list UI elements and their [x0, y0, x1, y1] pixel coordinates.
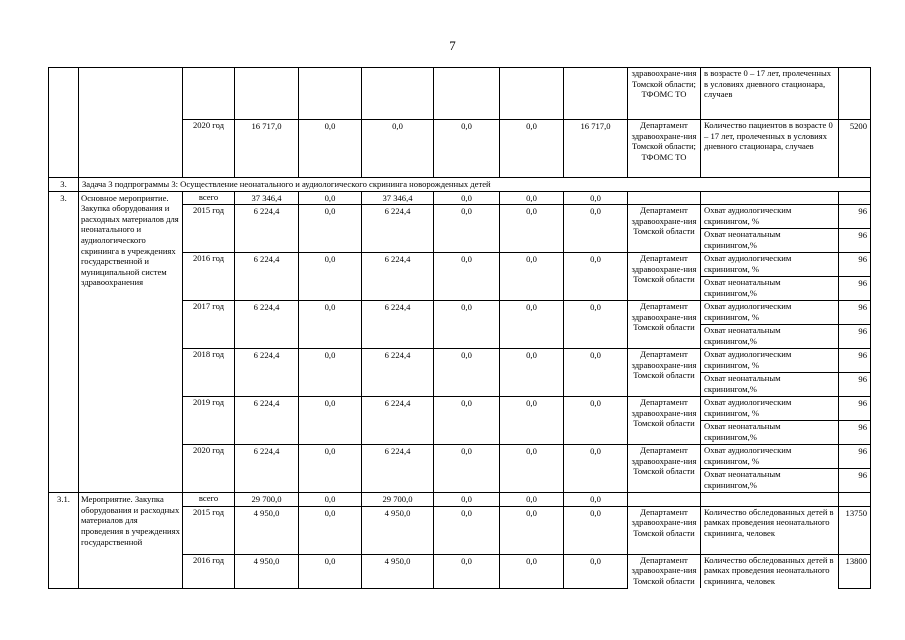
amount-cell: 0,0 — [299, 554, 362, 588]
amount-cell: 0,0 — [500, 554, 564, 588]
amount-cell: 37 346,4 — [235, 191, 299, 205]
value-cell: 96 — [839, 421, 871, 445]
indicator-cell: Охват аудиологическим скринингом, % — [701, 349, 839, 373]
amount-cell: 0,0 — [500, 349, 564, 397]
amount-cell: 37 346,4 — [362, 191, 434, 205]
amount-cell: 6 224,4 — [235, 445, 299, 493]
amount-cell: 6 224,4 — [235, 397, 299, 445]
amount-cell: 0,0 — [500, 301, 564, 349]
value-cell: 96 — [839, 205, 871, 229]
amount-cell: 0,0 — [299, 301, 362, 349]
amount-cell: 0,0 — [564, 445, 628, 493]
value-cell: 5200 — [839, 120, 871, 178]
indicator-cell: Охват аудиологическим скринингом, % — [701, 445, 839, 469]
amount-cell: 0,0 — [299, 253, 362, 301]
indicator-cell: в возрасте 0 – 17 лет, пролеченных в условиях дневного стационара, случаев — [701, 68, 839, 120]
amount-cell: 29 700,0 — [362, 493, 434, 507]
amount-cell: 6 224,4 — [362, 301, 434, 349]
amount-cell: 6 224,4 — [362, 349, 434, 397]
measure-name: Мероприятие. Закупка оборудования и расходных материалов для проведения в учреждениях государственной — [79, 493, 183, 589]
indicator-cell: Охват неонатальным скринингом,% — [701, 277, 839, 301]
value-cell: 96 — [839, 277, 871, 301]
dept-cell: Департамент здравоохране-ния Томской области — [628, 205, 701, 253]
amount-cell: 0,0 — [564, 301, 628, 349]
value-cell: 13800 — [839, 554, 871, 588]
dept-cell: Департамент здравоохране-ния Томской области; ТФОМС ТО — [628, 120, 701, 178]
indicator-cell: Охват неонатальным скринингом,% — [701, 421, 839, 445]
value-cell: 96 — [839, 229, 871, 253]
amount-cell: 0,0 — [434, 253, 500, 301]
year-cell: 2018 год — [183, 349, 235, 397]
value-cell — [839, 493, 871, 507]
value-cell: 96 — [839, 397, 871, 421]
amount-cell: 0,0 — [362, 120, 434, 178]
amount-cell: 0,0 — [434, 349, 500, 397]
table-row — [49, 68, 871, 120]
indicator-cell: Количество пациентов в возрасте 0 – 17 лет, пролеченных в условиях дневного стационара, случаев — [701, 120, 839, 178]
amount-cell: 6 224,4 — [235, 301, 299, 349]
empty-cell — [235, 68, 299, 120]
dept-cell: здравоохране-ния Томской области; ТФОМС ТО — [628, 68, 701, 120]
year-cell: всего — [183, 493, 235, 507]
amount-cell: 0,0 — [564, 205, 628, 253]
task-row — [49, 178, 871, 192]
task-title: Задача 3 подпрограммы 3: Осуществление неонатального и аудиологического скрининга новорожденных детей — [79, 178, 871, 192]
amount-cell: 0,0 — [434, 506, 500, 554]
value-cell: 96 — [839, 253, 871, 277]
indicator-cell: Охват неонатальным скринингом,% — [701, 469, 839, 493]
value-cell: 96 — [839, 301, 871, 325]
amount-cell: 0,0 — [299, 191, 362, 205]
amount-cell: 6 224,4 — [235, 253, 299, 301]
table-body — [49, 68, 871, 589]
amount-cell: 0,0 — [299, 349, 362, 397]
indicator-cell: Охват неонатальным скринингом,% — [701, 229, 839, 253]
amount-cell: 0,0 — [500, 445, 564, 493]
value-cell — [839, 68, 871, 120]
amount-cell: 16 717,0 — [235, 120, 299, 178]
indicator-cell — [701, 493, 839, 507]
amount-cell: 0,0 — [564, 554, 628, 588]
empty-cell — [299, 68, 362, 120]
amount-cell: 0,0 — [434, 120, 500, 178]
empty-cell — [500, 68, 564, 120]
amount-cell: 0,0 — [564, 191, 628, 205]
measure-name: Основное мероприятие. Закупка оборудования и расходных материалов для неонатального и аудиологического скрининга в учреждениях государственной и муниципальной систем здравоохранения — [79, 191, 183, 493]
amount-cell: 0,0 — [299, 120, 362, 178]
table-row — [49, 493, 871, 507]
amount-cell: 6 224,4 — [362, 253, 434, 301]
empty-cell — [564, 68, 628, 120]
year-cell: 2015 год — [183, 506, 235, 554]
amount-cell: 6 224,4 — [235, 349, 299, 397]
amount-cell: 6 224,4 — [362, 205, 434, 253]
measure-num: 3. — [49, 191, 79, 493]
dept-cell — [628, 493, 701, 507]
program-table — [48, 67, 871, 589]
task-num: 3. — [49, 178, 79, 192]
amount-cell: 4 950,0 — [235, 554, 299, 588]
value-cell — [839, 191, 871, 205]
empty-cell — [362, 68, 434, 120]
year-cell: 2020 год — [183, 445, 235, 493]
dept-cell: Департамент здравоохране-ния Томской области — [628, 349, 701, 397]
amount-cell: 0,0 — [564, 397, 628, 445]
num-cell — [49, 68, 79, 178]
amount-cell: 6 224,4 — [362, 445, 434, 493]
value-cell: 96 — [839, 445, 871, 469]
amount-cell: 4 950,0 — [362, 506, 434, 554]
value-cell: 96 — [839, 349, 871, 373]
amount-cell: 0,0 — [564, 493, 628, 507]
name-cell — [79, 68, 183, 178]
page-number: 7 — [449, 38, 456, 53]
amount-cell: 0,0 — [434, 554, 500, 588]
amount-cell: 0,0 — [500, 397, 564, 445]
amount-cell: 0,0 — [434, 397, 500, 445]
year-cell: всего — [183, 191, 235, 205]
dept-cell — [628, 191, 701, 205]
amount-cell: 0,0 — [434, 445, 500, 493]
year-cell: 2016 год — [183, 253, 235, 301]
amount-cell: 4 950,0 — [235, 506, 299, 554]
empty-cell — [183, 68, 235, 120]
dept-cell: Департамент здравоохране-ния Томской области — [628, 554, 701, 588]
year-cell: 2016 год — [183, 554, 235, 588]
dept-cell: Департамент здравоохране-ния Томской области — [628, 301, 701, 349]
amount-cell: 0,0 — [434, 191, 500, 205]
dept-cell: Департамент здравоохране-ния Томской области — [628, 253, 701, 301]
amount-cell: 0,0 — [434, 493, 500, 507]
amount-cell: 4 950,0 — [362, 554, 434, 588]
amount-cell: 0,0 — [299, 493, 362, 507]
amount-cell: 0,0 — [500, 493, 564, 507]
amount-cell: 6 224,4 — [362, 397, 434, 445]
year-cell: 2019 год — [183, 397, 235, 445]
year-cell: 2020 год — [183, 120, 235, 178]
amount-cell: 0,0 — [299, 397, 362, 445]
year-cell: 2015 год — [183, 205, 235, 253]
dept-cell: Департамент здравоохране-ния Томской области — [628, 397, 701, 445]
indicator-cell: Количество обследованных детей в рамках проведения неонатального скрининга, человек — [701, 506, 839, 554]
amount-cell: 0,0 — [564, 506, 628, 554]
empty-cell — [434, 68, 500, 120]
value-cell: 13750 — [839, 506, 871, 554]
dept-cell: Департамент здравоохране-ния Томской области — [628, 506, 701, 554]
indicator-cell: Охват аудиологическим скринингом, % — [701, 205, 839, 229]
indicator-cell: Охват аудиологическим скринингом, % — [701, 301, 839, 325]
measure-num: 3.1. — [49, 493, 79, 589]
table-row — [49, 191, 871, 205]
amount-cell: 0,0 — [434, 205, 500, 253]
amount-cell: 0,0 — [434, 301, 500, 349]
value-cell: 96 — [839, 469, 871, 493]
indicator-cell: Количество обследованных детей в рамках проведения неонатального скрининга, человек — [701, 554, 839, 588]
amount-cell: 0,0 — [299, 506, 362, 554]
amount-cell: 6 224,4 — [235, 205, 299, 253]
amount-cell: 0,0 — [500, 191, 564, 205]
amount-cell: 0,0 — [500, 253, 564, 301]
amount-cell: 0,0 — [500, 120, 564, 178]
value-cell: 96 — [839, 373, 871, 397]
amount-cell: 16 717,0 — [564, 120, 628, 178]
year-cell: 2017 год — [183, 301, 235, 349]
indicator-cell: Охват неонатальным скринингом,% — [701, 325, 839, 349]
amount-cell: 29 700,0 — [235, 493, 299, 507]
amount-cell: 0,0 — [500, 506, 564, 554]
indicator-cell: Охват аудиологическим скринингом, % — [701, 397, 839, 421]
indicator-cell — [701, 191, 839, 205]
amount-cell: 0,0 — [564, 349, 628, 397]
amount-cell: 0,0 — [299, 445, 362, 493]
amount-cell: 0,0 — [299, 205, 362, 253]
indicator-cell: Охват неонатальным скринингом,% — [701, 373, 839, 397]
amount-cell: 0,0 — [564, 253, 628, 301]
indicator-cell: Охват аудиологическим скринингом, % — [701, 253, 839, 277]
value-cell: 96 — [839, 325, 871, 349]
dept-cell: Департамент здравоохране-ния Томской области — [628, 445, 701, 493]
amount-cell: 0,0 — [500, 205, 564, 253]
